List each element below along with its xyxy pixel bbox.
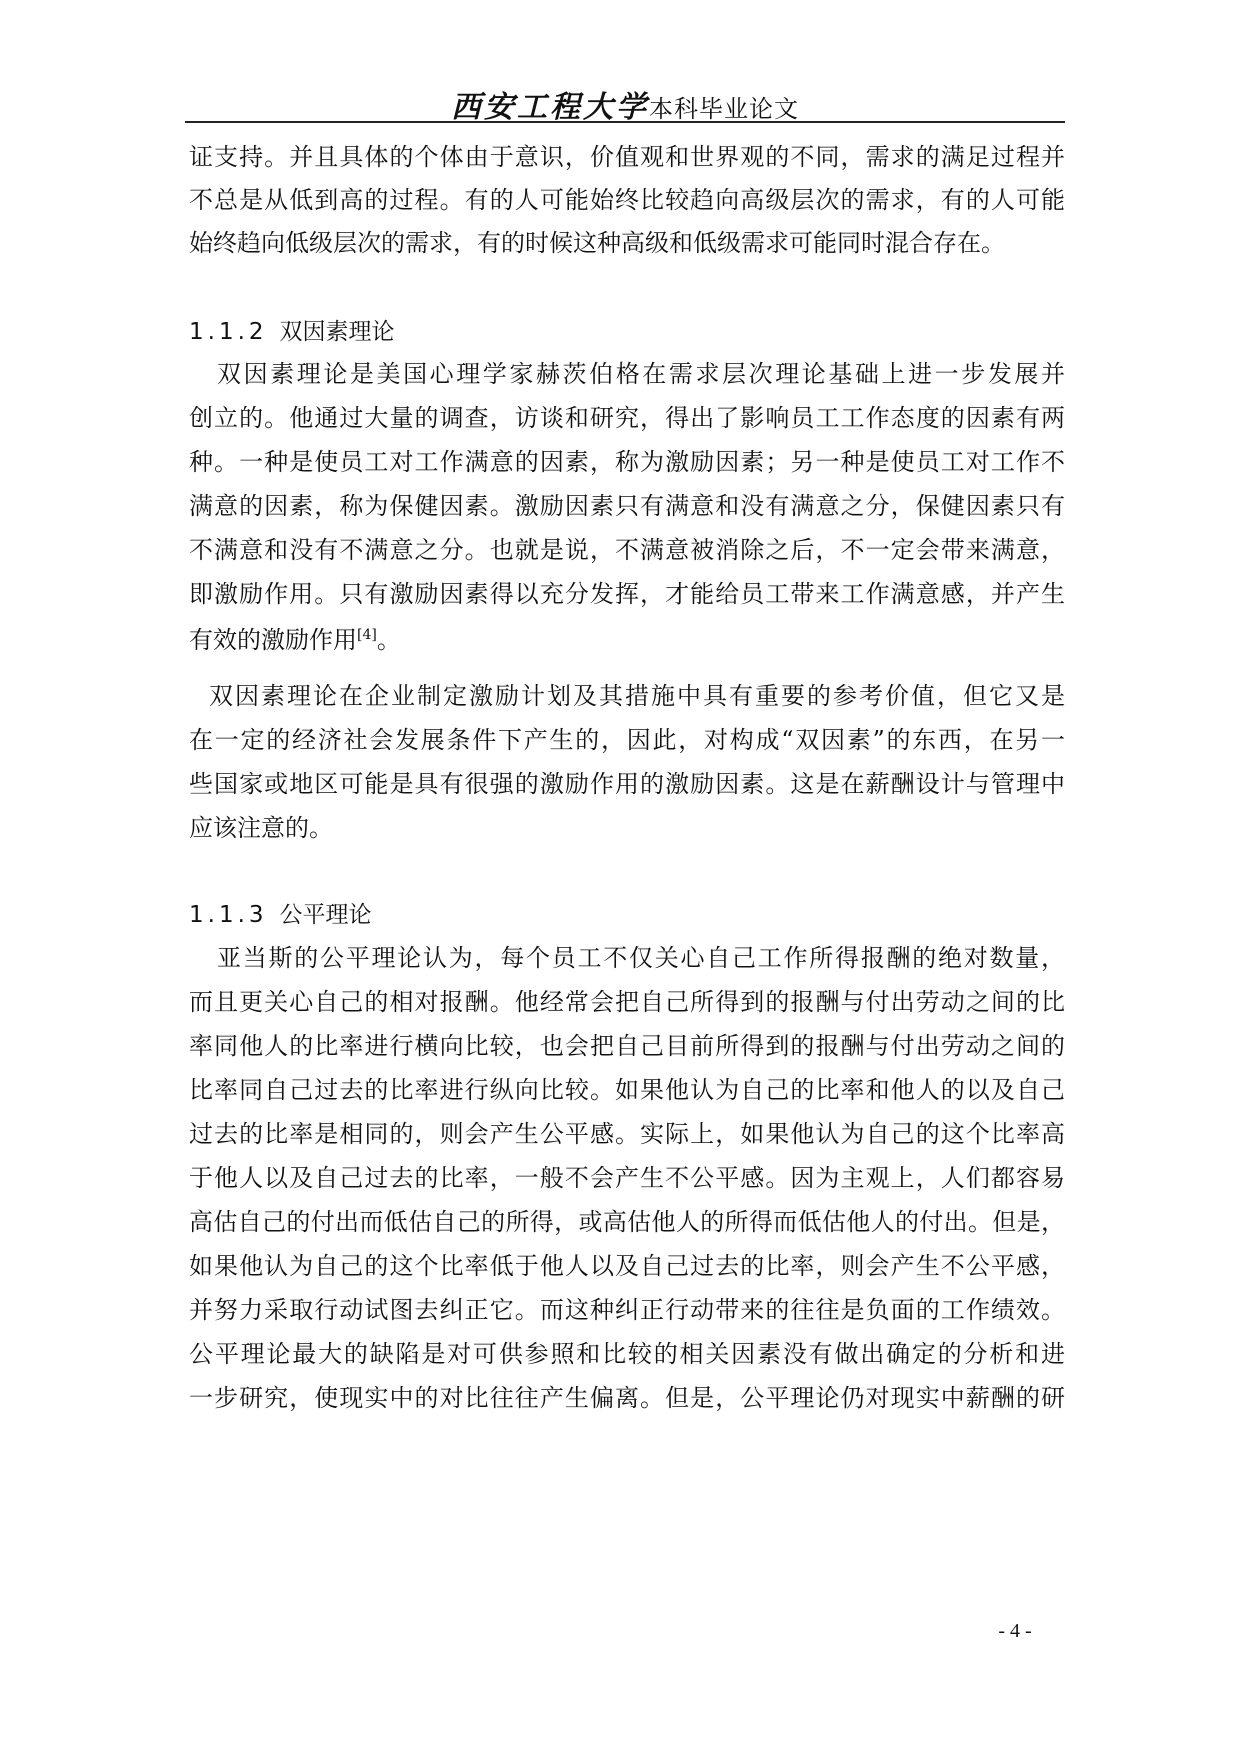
text-line: 双因素理论是美国心理学家赫茨伯格在需求层次理论基础上进一步发展并 bbox=[217, 360, 1065, 388]
text-line: 满意的因素，称为保健因素。激励因素只有满意和没有满意之分，保健因素只有 bbox=[189, 492, 1065, 520]
text-line: 证支持。并且具体的个体由于意识，价值观和世界观的不同，需求的满足过程并 bbox=[189, 143, 1065, 171]
page-number: - 4 - bbox=[998, 1620, 1032, 1642]
text-line: 率同他人的比率进行横向比较，也会把自己目前所得到的报酬与付出劳动之间的 bbox=[189, 1032, 1065, 1060]
text-line: 一步研究，使现实中的对比往往产生偏离。但是，公平理论仍对现实中薪酬的研 bbox=[189, 1384, 1065, 1412]
text-line: 过去的比率是相同的，则会产生公平感。实际上，如果他认为自己的这个比率高 bbox=[189, 1120, 1065, 1148]
text-line: 应该注意的。 bbox=[189, 814, 333, 842]
header-rule bbox=[185, 121, 1065, 123]
text-line: 比率同自己过去的比率进行纵向比较。如果他认为自己的比率和他人的以及自己 bbox=[189, 1076, 1065, 1104]
text-line: 如果他认为自己的这个比率低于他人以及自己过去的比率，则会产生不公平感， bbox=[189, 1252, 1065, 1280]
text-line: 不总是从低到高的过程。有的人可能始终比较趋向高级层次的需求，有的人可能 bbox=[189, 186, 1065, 214]
text-line: 些国家或地区可能是具有很强的激励作用的激励因素。这是在薪酬设计与管理中 bbox=[189, 770, 1065, 798]
section-heading bbox=[189, 312, 395, 352]
text-line: 高估自己的付出而低估自己的所得，或高估他人的所得而低估他人的付出。但是， bbox=[189, 1208, 1065, 1236]
text-line: 在一定的经济社会发展条件下产生的，因此，对构成“双因素”的东西，在另一 bbox=[189, 726, 1065, 754]
text-line: 不满意和没有不满意之分。也就是说，不满意被消除之后，不一定会带来满意， bbox=[189, 536, 1065, 564]
text-line: 公平理论最大的缺陷是对可供参照和比较的相关因素没有做出确定的分析和进 bbox=[189, 1340, 1065, 1368]
section-heading bbox=[189, 895, 372, 935]
text-line: 双因素理论在企业制定激励计划及其措施中具有重要的参考价值，但它又是 bbox=[209, 682, 1065, 710]
section-title: 公平理论 bbox=[279, 902, 372, 928]
text-line bbox=[189, 620, 1065, 660]
text-run: 有效的激励作用 bbox=[189, 626, 357, 654]
text-line: 始终趋向低级层次的需求，有的时候这种高级和低级需求可能同时混合存在。 bbox=[189, 229, 1005, 257]
header-subtitle: 本科毕业论文 bbox=[649, 95, 799, 123]
text-line: 即激励作用。只有激励因素得以充分发挥，才能给员工带来工作满意感，并产生 bbox=[189, 580, 1065, 608]
text-line: 而且更关心自己的相对报酬。他经常会把自己所得到的报酬与付出劳动之间的比 bbox=[189, 988, 1065, 1016]
text-line: 于他人以及自己过去的比率，一般不会产生不公平感。因为主观上，人们都容易 bbox=[189, 1164, 1065, 1192]
text-run: 。 bbox=[376, 626, 401, 654]
page-header bbox=[185, 82, 1065, 125]
text-line: 并努力采取行动试图去纠正它。而这种纠正行动带来的往往是负面的工作绩效。 bbox=[189, 1296, 1065, 1324]
text-line: 亚当斯的公平理论认为，每个员工不仅关心自己工作所得报酬的绝对数量， bbox=[217, 944, 1065, 972]
section-number: 1.1.2 bbox=[189, 319, 268, 345]
citation-ref: [4] bbox=[357, 627, 377, 643]
section-number: 1.1.3 bbox=[189, 902, 268, 928]
section-title: 双因素理论 bbox=[279, 319, 395, 345]
university-name: 西安工程大学 bbox=[451, 90, 649, 125]
text-line: 种。一种是使员工对工作满意的因素，称为激励因素；另一种是使员工对工作不 bbox=[189, 448, 1065, 476]
text-line: 创立的。他通过大量的调查，访谈和研究，得出了影响员工工作态度的因素有两 bbox=[189, 404, 1065, 432]
